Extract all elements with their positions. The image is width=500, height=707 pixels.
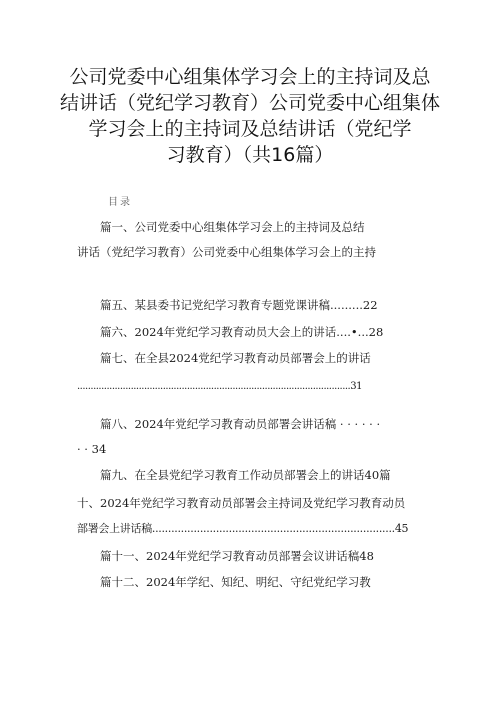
- toc-entry[interactable]: 篇六、2024年党纪学习教育动员大会上的讲话....•...28: [100, 325, 384, 339]
- toc-entry-continuation[interactable]: 部署会上讲话稿............................................................................45: [77, 522, 409, 535]
- toc-entry[interactable]: 篇一、公司党委中心组集体学习会上的主持词及总结: [100, 220, 365, 234]
- title-line: 学习会上的主持词及总结讲话（党纪学: [88, 118, 412, 140]
- toc-entry-continuation[interactable]: · · 34: [77, 442, 107, 456]
- toc-entry[interactable]: 篇八、2024年党纪学习教育动员部署会讲话稿 · · · · · ·: [100, 417, 381, 431]
- title-line: 公司党委中心组集体学习会上的主持词及总: [69, 66, 431, 88]
- toc-entry-continuation[interactable]: 讲话（党纪学习教育）公司党委中心组集体学习会上的主持: [77, 245, 376, 259]
- document-title: [60, 64, 440, 168]
- toc-entry[interactable]: 篇十一、2024年党纪学习教育动员部署会议讲话稿48: [100, 549, 374, 563]
- toc-entry[interactable]: 篇五、某县委书记党纪学习教育专题党课讲稿.........22: [100, 298, 378, 312]
- toc-entry[interactable]: 篇九、在全县党纪学习教育工作动员部署会上的讲话40篇: [100, 468, 391, 482]
- title-line: 结讲话（党纪学习教育）公司党委中心组集体: [60, 92, 441, 114]
- title-line: 习教育）（共16篇）: [166, 144, 334, 166]
- toc-entry[interactable]: 篇七、在全县2024党纪学习教育动员部署会上的讲话: [100, 351, 371, 365]
- toc-entry-leader[interactable]: ......................................................................................................31: [77, 381, 362, 392]
- toc-entry[interactable]: 十、2024年党纪学习教育动员部署会主持词及党纪学习教育动员: [77, 496, 406, 510]
- toc-entry[interactable]: 篇十二、2024年学纪、知纪、明纪、守纪党纪学习教: [100, 575, 371, 589]
- toc-heading: 目录: [108, 197, 132, 208]
